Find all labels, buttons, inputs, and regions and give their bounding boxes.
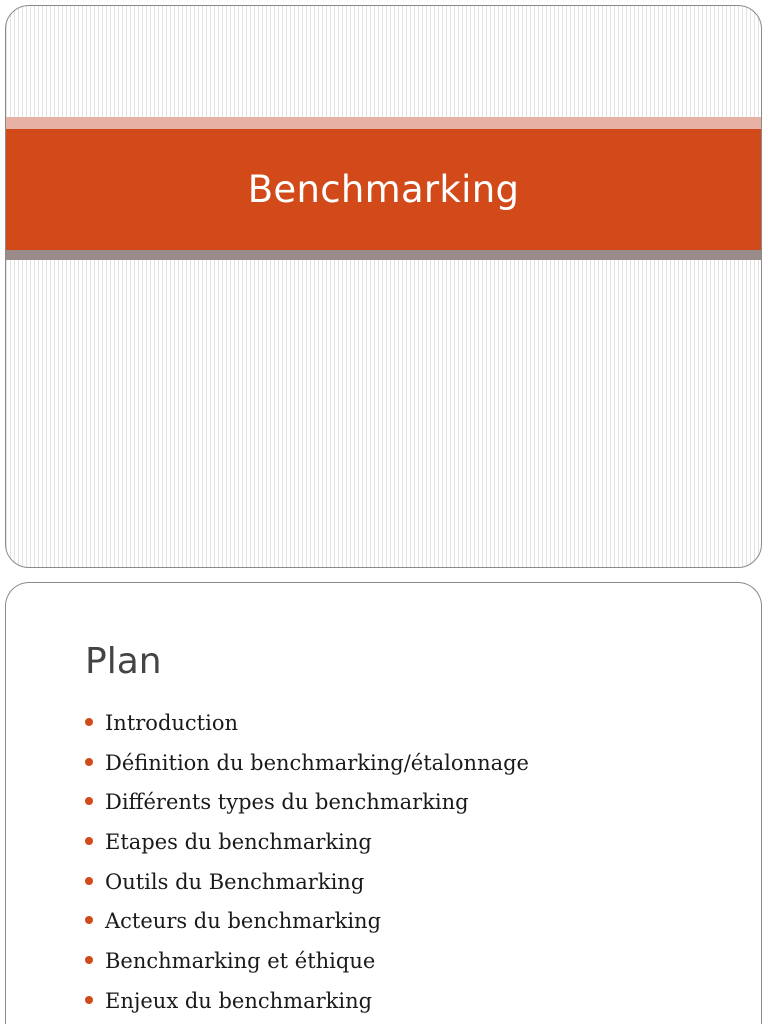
bullet-dot-icon [85,718,93,726]
list-item-label: Introduction [105,710,238,735]
plan-heading: Plan [85,641,162,682]
list-item-label: Acteurs du benchmarking [105,909,382,934]
list-item [85,941,529,981]
bullet-dot-icon [85,877,93,885]
list-item-label: Définition du benchmarking/étalonnage [105,750,529,775]
list-item-label: Etapes du benchmarking [105,829,372,854]
list-item [85,703,529,743]
title-band [6,129,761,250]
slide-title: Benchmarking [247,168,520,211]
title-band-bottom-stripe [6,250,761,260]
list-item [85,782,529,822]
bullet-dot-icon [85,758,93,766]
plan-list [85,703,529,1021]
bullet-dot-icon [85,797,93,805]
list-item [85,862,529,902]
plan-slide [5,582,762,1024]
title-slide [5,5,762,568]
list-item-label: Outils du Benchmarking [105,869,365,894]
list-item-label: Différents types du benchmarking [105,790,469,815]
bullet-dot-icon [85,837,93,845]
list-item [85,901,529,941]
list-item [85,981,529,1021]
bullet-dot-icon [85,996,93,1004]
bullet-dot-icon [85,916,93,924]
bullet-dot-icon [85,956,93,964]
list-item [85,743,529,783]
list-item-label: Benchmarking et éthique [105,948,376,973]
list-item [85,822,529,862]
title-band-top-stripe [6,117,761,129]
list-item-label: Enjeux du benchmarking [105,988,373,1013]
